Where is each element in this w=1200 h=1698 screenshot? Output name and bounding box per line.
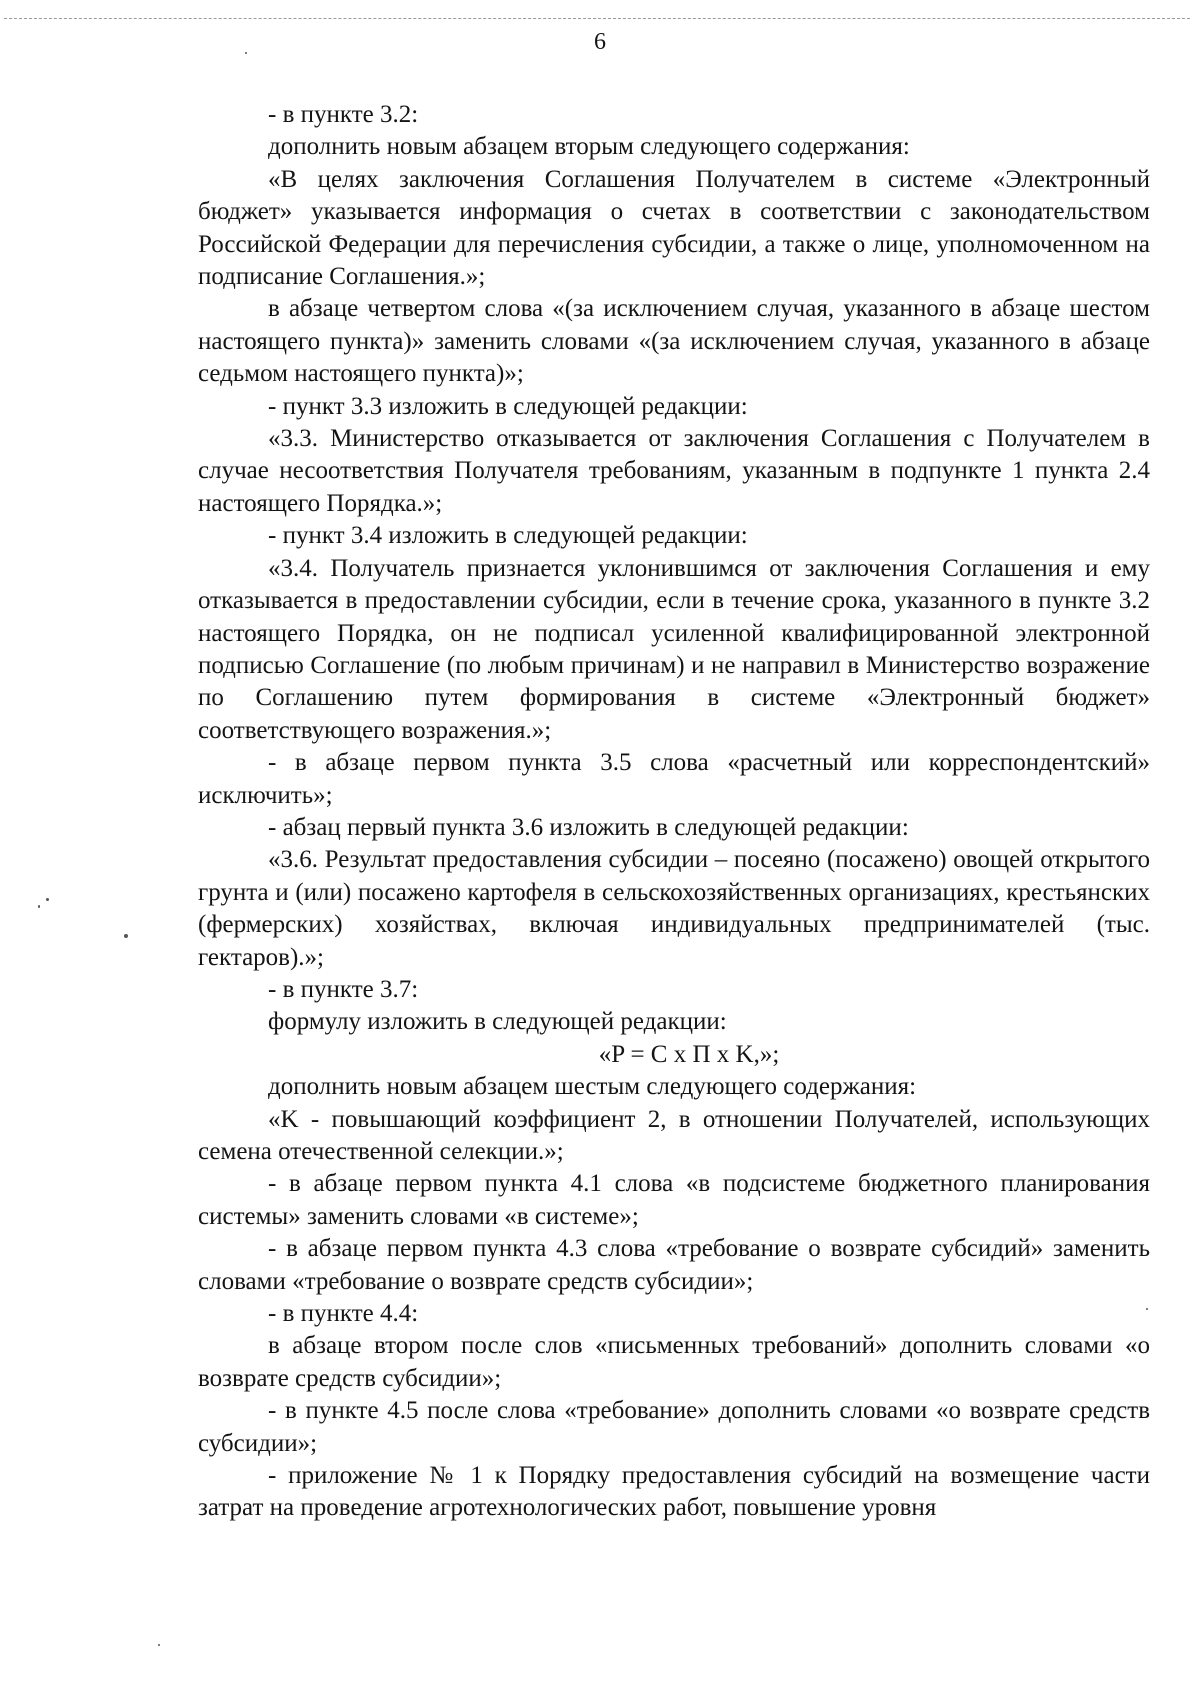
paragraph: - приложение № 1 к Порядку предоставления субсидий на возмещение части затрат на проведение агротехнологических работ, повышение уровня xyxy=(198,1462,1150,1522)
scan-edge-line xyxy=(4,18,1190,19)
scan-speck xyxy=(124,934,128,938)
paragraph: - в пункте 4.5 после слова «требование» дополнить словами «о возврате средств субсидии»; xyxy=(198,1397,1150,1457)
paragraph: - в пункте 3.7: xyxy=(268,975,419,1003)
paragraph: «K - повышающий коэффициент 2, в отношении Получателей, использующих семена отечественной селекции.»; xyxy=(198,1105,1150,1165)
paragraph: формулу изложить в следующей редакции: xyxy=(268,1008,727,1036)
paragraph: - в абзаце первом пункта 3.5 слова «расчетный или корреспондентский» исключить»; xyxy=(198,749,1150,809)
paragraph: в абзаце втором после слов «письменных требований» дополнить словами «о возврате средств субсидии»; xyxy=(198,1332,1150,1392)
paragraph: «3.4. Получатель признается уклонившимся от заключения Соглашения и ему отказывается в предоставлении субсидии, если в течение срока, указанного в пункте 3.2 настоящего Порядка, он не подписал усиленной квалифицированной электронной подписью Соглашение (по любым причинам) и не направил в Министерство возражение по Соглашению путем формирования в системе «Электронный бюджет» соответствующего возражения.»; xyxy=(198,554,1150,744)
paragraph: «В целях заключения Соглашения Получателем в системе «Электронный бюджет» указывается информация о счетах в соответствии с законодательством Российской Федерации для перечисления субсидии, а также о лице, уполномоченном на подписание Соглашения.»; xyxy=(198,165,1150,291)
paragraph: - пункт 3.3 изложить в следующей редакции: xyxy=(268,392,748,420)
paragraph: - абзац первый пункта 3.6 изложить в следующей редакции: xyxy=(268,813,909,841)
paragraph: - в пункте 4.4: xyxy=(268,1300,419,1328)
scan-speck xyxy=(46,898,49,901)
paragraph: дополнить новым абзацем шестым следующего содержания: xyxy=(268,1073,917,1101)
paragraph: - в пункте 3.2: xyxy=(268,101,419,128)
paragraph: в абзаце четвертом слова «(за исключением случая, указанного в абзаце шестом настоящего пункта)» заменить словами «(за исключением случая, указанного в абзаце седьмом настоящего пункта)»; xyxy=(198,295,1150,388)
document-body xyxy=(198,99,1150,1525)
paragraph: «3.6. Результат предоставления субсидии – посеяно (посажено) овощей открытого грунта и (или) посажено картофеля в сельскохозяйственных организациях, крестьянских (фермерских) хозяйствах, включая индивидуальных предпринимателей (тыс. гектаров).»; xyxy=(198,846,1150,971)
paragraph: - в абзаце первом пункта 4.1 слова «в подсистеме бюджетного планирования системы» заменить словами «в системе»; xyxy=(198,1170,1150,1230)
formula: «P = C x П x K,»; xyxy=(598,1040,780,1068)
paragraph: дополнить новым абзацем вторым следующего содержания: xyxy=(268,133,910,161)
paragraph: - в абзаце первом пункта 4.3 слова «требование о возврате субсидий» заменить словами «требование о возврате средств субсидии»; xyxy=(198,1235,1150,1295)
scan-speck xyxy=(1146,1308,1148,1310)
page-number: 6 xyxy=(594,29,606,55)
paragraph: - пункт 3.4 изложить в следующей редакции: xyxy=(268,522,748,550)
scan-speck xyxy=(38,905,40,908)
scan-speck xyxy=(245,52,247,54)
scan-speck xyxy=(158,1644,160,1646)
paragraph: «3.3. Министерство отказывается от заключения Соглашения с Получателем в случае несоответствия Получателя требованиям, указанным в подпункте 1 пункта 2.4 настоящего Порядка.»; xyxy=(198,425,1150,517)
